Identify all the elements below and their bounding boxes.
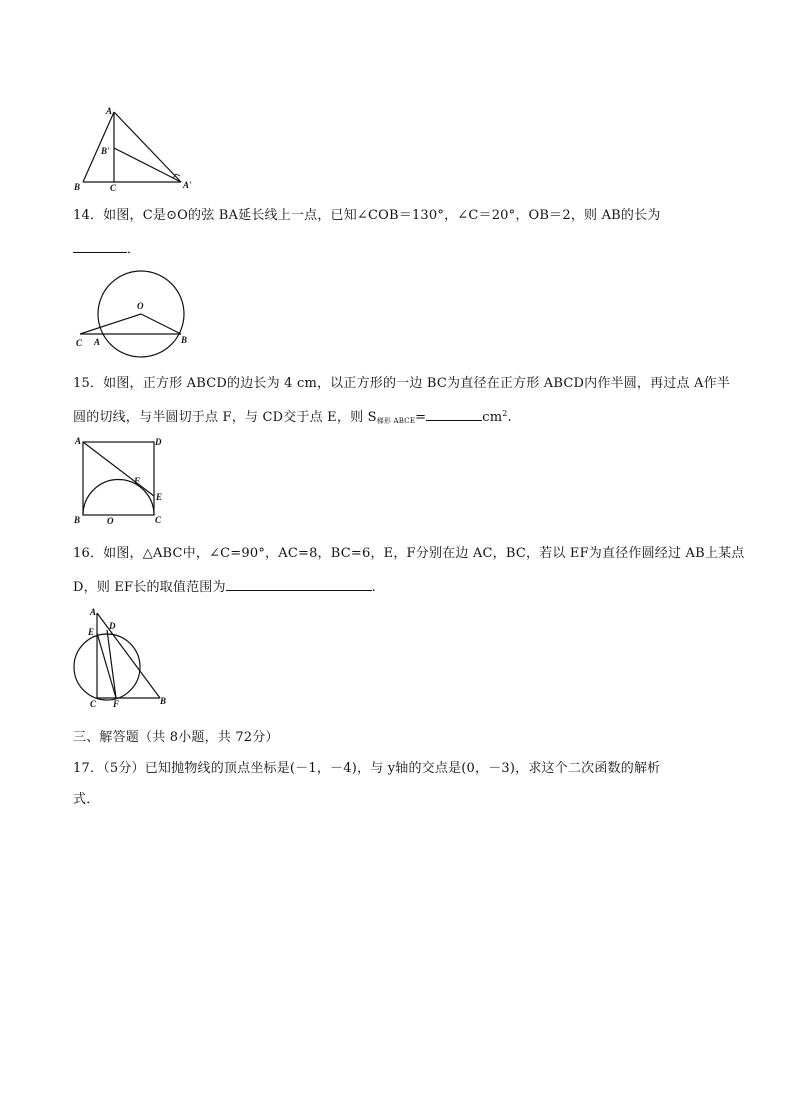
q16-line2 (73, 577, 376, 597)
label-A: A (106, 106, 113, 116)
q16-line2-start: D，则 EF长的取值范围为 (73, 580, 226, 595)
label-A: A (90, 607, 97, 617)
q14-line1: 14．如图，C是⊙O的弦 BA延长线上一点，已知∠COB＝130°，∠C＝20°，OB＝2，则 AB的长为 (73, 208, 661, 223)
figure-circle-chord (72, 268, 202, 358)
label-C: C (110, 183, 117, 193)
figure-triangle-rotation-svg (70, 104, 210, 194)
q16-line1: 16．如图，△ABC中，∠C=90°，AC=8，BC=6，E，F分别在边 AC，BC，若以 EF为直径作圆经过 AB上某点 (73, 546, 745, 561)
figure-triangle-rotation (70, 104, 210, 194)
label-D: D (155, 437, 162, 447)
label-D: D (109, 621, 116, 631)
label-O: O (107, 516, 114, 526)
q15-unit: cm (482, 410, 503, 425)
label-E: E (156, 492, 163, 502)
figure-circle-chord-svg (72, 268, 202, 358)
figure-right-triangle-circle (70, 604, 180, 709)
label-B: B (74, 182, 81, 192)
q15-line2-start: 圆的切线，与半圆切于点 F，与 CD交于点 E，则 S (73, 410, 377, 425)
label-A: A (94, 337, 101, 347)
q15-area-subscript: 梯形 ABCE (376, 417, 416, 425)
q14-answer-blank[interactable] (73, 239, 127, 253)
q15-equals: = (415, 410, 427, 425)
label-B: B (160, 696, 167, 706)
q17-line1: 17．（5分）已知抛物线的顶点坐标是(－1，－4)，与 y轴的交点是(0，－3)，求这个二次函数的解析 (73, 761, 661, 776)
q15-line2 (73, 407, 512, 428)
label-O: O (137, 301, 144, 311)
figure-right-triangle-circle-svg (70, 604, 180, 709)
label-C: C (155, 515, 162, 525)
q15-unit-exponent: 2 (502, 409, 508, 418)
label-B: B (74, 515, 81, 525)
q16-answer-blank[interactable] (226, 577, 372, 591)
q15-line1: 15．如图，正方形 ABCD的边长为 4 cm，以正方形的一边 BC为直径在正方形 ABCD内作半圆，再过点 A作半 (73, 376, 731, 391)
q15-answer-blank[interactable] (426, 407, 482, 421)
figure-square-semicircle (70, 434, 180, 529)
figure-square-semicircle-svg (70, 434, 180, 529)
section-3-title: 三、解答题（共 8小题，共 72分） (73, 730, 279, 745)
q15-line2-end: . (507, 410, 512, 425)
label-F: F (113, 699, 120, 709)
q14-line2 (73, 239, 140, 259)
q17-line2: 式． (73, 792, 100, 807)
q14-line2-end: ． (127, 242, 141, 257)
label-A: A (75, 436, 82, 446)
label-C: C (90, 699, 97, 709)
label-C: C (76, 338, 83, 348)
label-F: F (134, 476, 141, 486)
label-E: E (88, 627, 95, 637)
label-B-prime: B' (101, 146, 110, 156)
label-B: B (181, 335, 188, 345)
q16-line2-end: . (371, 580, 377, 595)
label-A-prime: A' (183, 180, 192, 190)
